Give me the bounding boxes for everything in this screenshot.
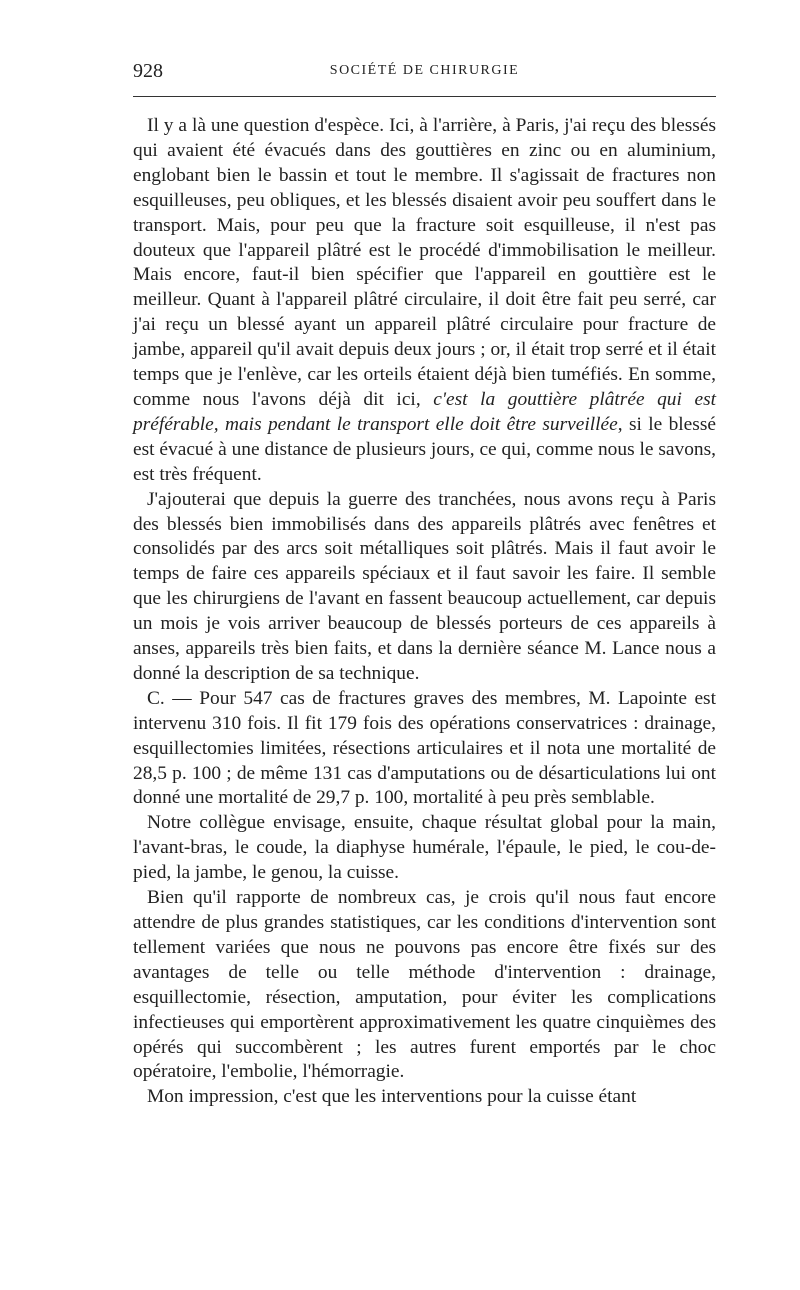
paragraph-1-start: Il y a là une question d'espèce. Ici, à l'arrière, à Paris, j'ai reçu des blessés qui avaient été évacués dans des gouttières en zinc ou en aluminium, englobant bien le bassin et tout le membre. Il s'agissait de fractures non esquilleuses, peu obliques, et les blessés disaient avoir peu souffert dans le transport. Mais, pour peu que la fracture soit esquilleuse, il n'est pas douteux que l'appareil plâtré est le procédé d'immobilisation le meilleur. Mais encore, faut-il bien spécifier que l'appareil en gouttière est le meilleur. Quant à l'appareil plâtré circulaire, il doit être fait peu serré, car j'ai reçu un blessé ayant un appareil plâtré circulaire pour fracture de jambe, appareil qu'il avait depuis deux jours ; or, il était trop serré et il était temps que je l'enlève, car les orteils étaient déjà bien tuméfiés. En somme, comme nous l'avons déjà dit ici, bbox=[133, 115, 716, 410]
header-rule bbox=[133, 96, 716, 97]
page-header bbox=[133, 60, 716, 88]
paragraph-6: Mon impression, c'est que les interventions pour la cuisse étant bbox=[147, 1086, 637, 1108]
page-number: 928 bbox=[133, 60, 163, 82]
paragraph-1-italic: c'est la gouttière plâtrée qui est préférable, mais pendant le transport elle doit être surveillée bbox=[133, 388, 717, 435]
paragraph-3: C. — Pour 547 cas de fractures graves des membres, M. Lapointe est intervenu 310 fois. Il fit 179 fois des opérations conservatrices : drainage, esquillectomies limitées, résections articulaires et il nota une mortalité de 28,5 p. 100 ; de même 131 cas d'amputations ou de désarticulations lui ont donné une mortalité de 29,7 p. 100, mortalité à peu près semblable. bbox=[133, 687, 716, 809]
paragraph-2: J'ajouterai que depuis la guerre des tranchées, nous avons reçu à Paris des blessés bien immobilisés dans des appareils plâtrés avec fenêtres et consolidés par des arcs soit métalliques soit plâtrés. Mais il faut avoir le temps de faire ces appareils spéciaux et il faut savoir les faire. Il semble que les chirurgiens de l'avant en fassent beaucoup actuellement, car depuis un mois je vois arriver beaucoup de blessés porteurs de ces appareils à anses, appareils très bien faits, et dans la dernière séance M. Lance nous a donné la description de sa technique. bbox=[133, 488, 716, 684]
paragraph-5: Bien qu'il rapporte de nombreux cas, je crois qu'il nous faut encore attendre de plus grandes statistiques, car les conditions d'intervention sont tellement variées que nous ne pouvons pas encore être fixés sur des avantages de telle ou telle méthode d'intervention : drainage, esquillectomie, résection, amputation, pour éviter les complications infectieuses qui emportèrent approximativement les quatre cinquièmes des opérés qui succombèrent ; les autres furent emportés par le choc opératoire, l'embolie, l'hémorragie. bbox=[133, 887, 716, 1083]
running-title: SOCIÉTÉ DE CHIRURGIE bbox=[329, 63, 520, 78]
paragraph-1-end: , si le blessé est évacué à une distance de plusieurs jours, ce qui, comme nous le savons, est très fréquent. bbox=[133, 413, 716, 485]
paragraph-4: Notre collègue envisage, ensuite, chaque résultat global pour la main, l'avant-bras, le coude, la diaphyse humérale, l'épaule, le pied, le cou-de-pied, la jambe, le genou, la cuisse. bbox=[133, 812, 716, 884]
body-text bbox=[133, 114, 716, 1110]
paragraph-1 bbox=[133, 114, 716, 488]
